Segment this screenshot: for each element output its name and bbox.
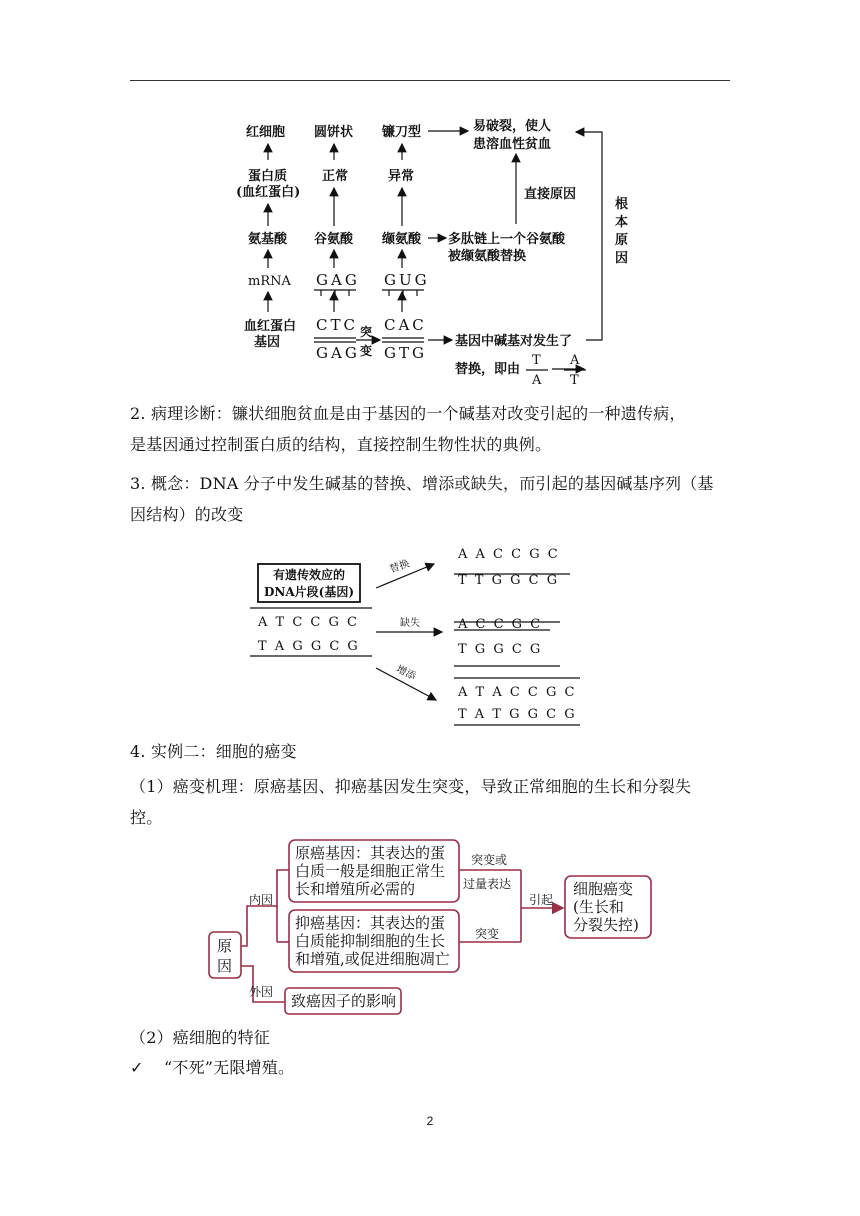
label-mutation-2: 变 — [360, 344, 373, 358]
pair-from-top: T — [532, 353, 541, 368]
result-line-3: 分裂失控) — [573, 916, 639, 934]
gene-box-line-2: DNA片段(基因) — [263, 585, 355, 599]
label-supp-change: 突变 — [475, 927, 500, 941]
label-external: 外因 — [249, 985, 274, 999]
feature-item — [130, 1052, 730, 1083]
para-diagnosis-2: 是基因通过控制蛋白质的结构，直接控制生物性状的典例。 — [130, 435, 552, 454]
label-root-2: 本 — [615, 215, 629, 230]
sub-strand-top: A A C C G C — [458, 547, 560, 562]
del-strand-bottom: T G G C G — [458, 642, 543, 657]
cancer-causes-diagram — [205, 836, 665, 1018]
label-normal: 正常 — [322, 169, 349, 184]
label-insertion: 增添 — [394, 664, 418, 683]
pair-to-bottom: T — [570, 373, 579, 387]
orig-strand-top: A T C C G C — [258, 615, 359, 630]
label-mrna: mRNA — [248, 274, 291, 289]
pair-to-top: A — [570, 353, 580, 368]
label-replace-1: 多肽链上一个谷氨酸 — [448, 232, 566, 247]
result-line-2: (生长和 — [573, 898, 624, 916]
ins-strand-bottom: T A T G G C G — [458, 707, 577, 722]
para-concept-1: 3. 概念：DNA 分子中发生碱基的替换、增添或缺失，而引起的基因碱基序列（基 — [130, 474, 714, 493]
para-mechanism-2: 控。 — [130, 808, 163, 827]
result-line-1: 细胞癌变 — [573, 880, 634, 898]
carcinogen-label: 致癌因子的影响 — [291, 992, 397, 1010]
label-root-1: 根 — [615, 197, 629, 212]
label-leads: 引起 — [529, 893, 554, 907]
check-icon: ✓ — [130, 1058, 144, 1077]
para-concept-2: 因结构）的改变 — [130, 505, 244, 524]
para-example-2: 4. 实例二：细胞的癌变 — [130, 742, 297, 761]
pair-from-bottom: A — [532, 373, 542, 387]
orig-strand-bottom: T A G G C G — [258, 639, 360, 654]
header-rule — [130, 80, 730, 81]
gene-box-line-1: 有遗传效应的 — [272, 568, 346, 582]
dna-mutant-top: CAC — [384, 316, 427, 334]
label-proto-change-1: 突变或 — [471, 853, 508, 867]
codon-normal: GAG — [316, 271, 360, 289]
label-root-4: 因 — [615, 251, 629, 266]
label-direct-cause: 直接原因 — [524, 187, 577, 202]
proto-line-3: 长和增殖所必需的 — [295, 880, 416, 898]
del-strand-top: A C C G C — [458, 617, 543, 632]
label-mutation-1: 突 — [360, 325, 373, 339]
label-abnormal: 异常 — [388, 169, 415, 184]
label-deletion: 缺失 — [400, 618, 420, 629]
label-glu: 谷氨酸 — [314, 232, 354, 247]
page-number: 2 — [426, 1114, 434, 1128]
label-base-change: 基因中碱基对发生了 — [455, 334, 573, 349]
feature-text: “不死”无限增殖。 — [164, 1058, 295, 1077]
label-red-cell: 红细胞 — [246, 125, 286, 140]
label-result-2: 患溶血性贫血 — [473, 137, 552, 152]
dna-normal-top: CTC — [316, 316, 358, 334]
label-disc-shape: 圆饼状 — [314, 125, 354, 140]
label-proto-change-2: 过量表达 — [463, 877, 512, 891]
label-gene-1: 血红蛋白 — [244, 319, 297, 334]
para-diagnosis-1: 2. 病理诊断：镰状细胞贫血是由于基因的一个碱基对改变引起的一种遗传病， — [130, 404, 686, 423]
dna-normal-bottom: GAG — [316, 344, 360, 362]
sickle-cell-diagram — [230, 112, 650, 387]
proto-line-1: 原癌基因：其表达的蛋 — [295, 844, 446, 862]
codon-mutant: GUG — [384, 271, 430, 289]
supp-line-3: 和增殖,或促进细胞凋亡 — [295, 950, 450, 968]
cause-char-1: 原 — [217, 937, 233, 955]
ins-strand-top: A T A C C G C — [458, 685, 577, 700]
label-gene-2: 基因 — [254, 335, 281, 350]
label-substitution: 替换 — [388, 558, 411, 576]
label-replace-2: 被缬氨酸替换 — [448, 249, 527, 264]
label-hemoglobin: (血红蛋白) — [236, 185, 301, 200]
label-sickle-shape: 镰刀型 — [382, 125, 422, 140]
label-replace-prefix: 替换，即由 — [455, 362, 521, 377]
para-features: （2）癌细胞的特征 — [130, 1028, 270, 1047]
para-mechanism-1: （1）癌变机理：原癌基因、抑癌基因发生突变，导致正常细胞的生长和分裂失 — [130, 777, 692, 796]
sub-strand-bottom: T T G G C G — [458, 573, 560, 588]
label-result-1: 易破裂，使人 — [473, 119, 552, 134]
supp-line-2: 白质能抑制细胞的生长 — [295, 932, 446, 950]
label-val: 缬氨酸 — [382, 232, 422, 247]
dna-mutant-bottom: GTG — [384, 344, 427, 362]
label-internal: 内因 — [249, 893, 274, 907]
label-root-3: 原 — [615, 233, 629, 248]
proto-line-2: 白质一般是细胞正常生 — [295, 862, 446, 880]
mutation-types-diagram — [250, 538, 590, 730]
cause-char-2: 因 — [217, 957, 233, 975]
label-amino-acid: 氨基酸 — [248, 232, 288, 247]
supp-line-1: 抑癌基因：其表达的蛋 — [295, 914, 446, 932]
label-protein: 蛋白质 — [248, 169, 288, 184]
